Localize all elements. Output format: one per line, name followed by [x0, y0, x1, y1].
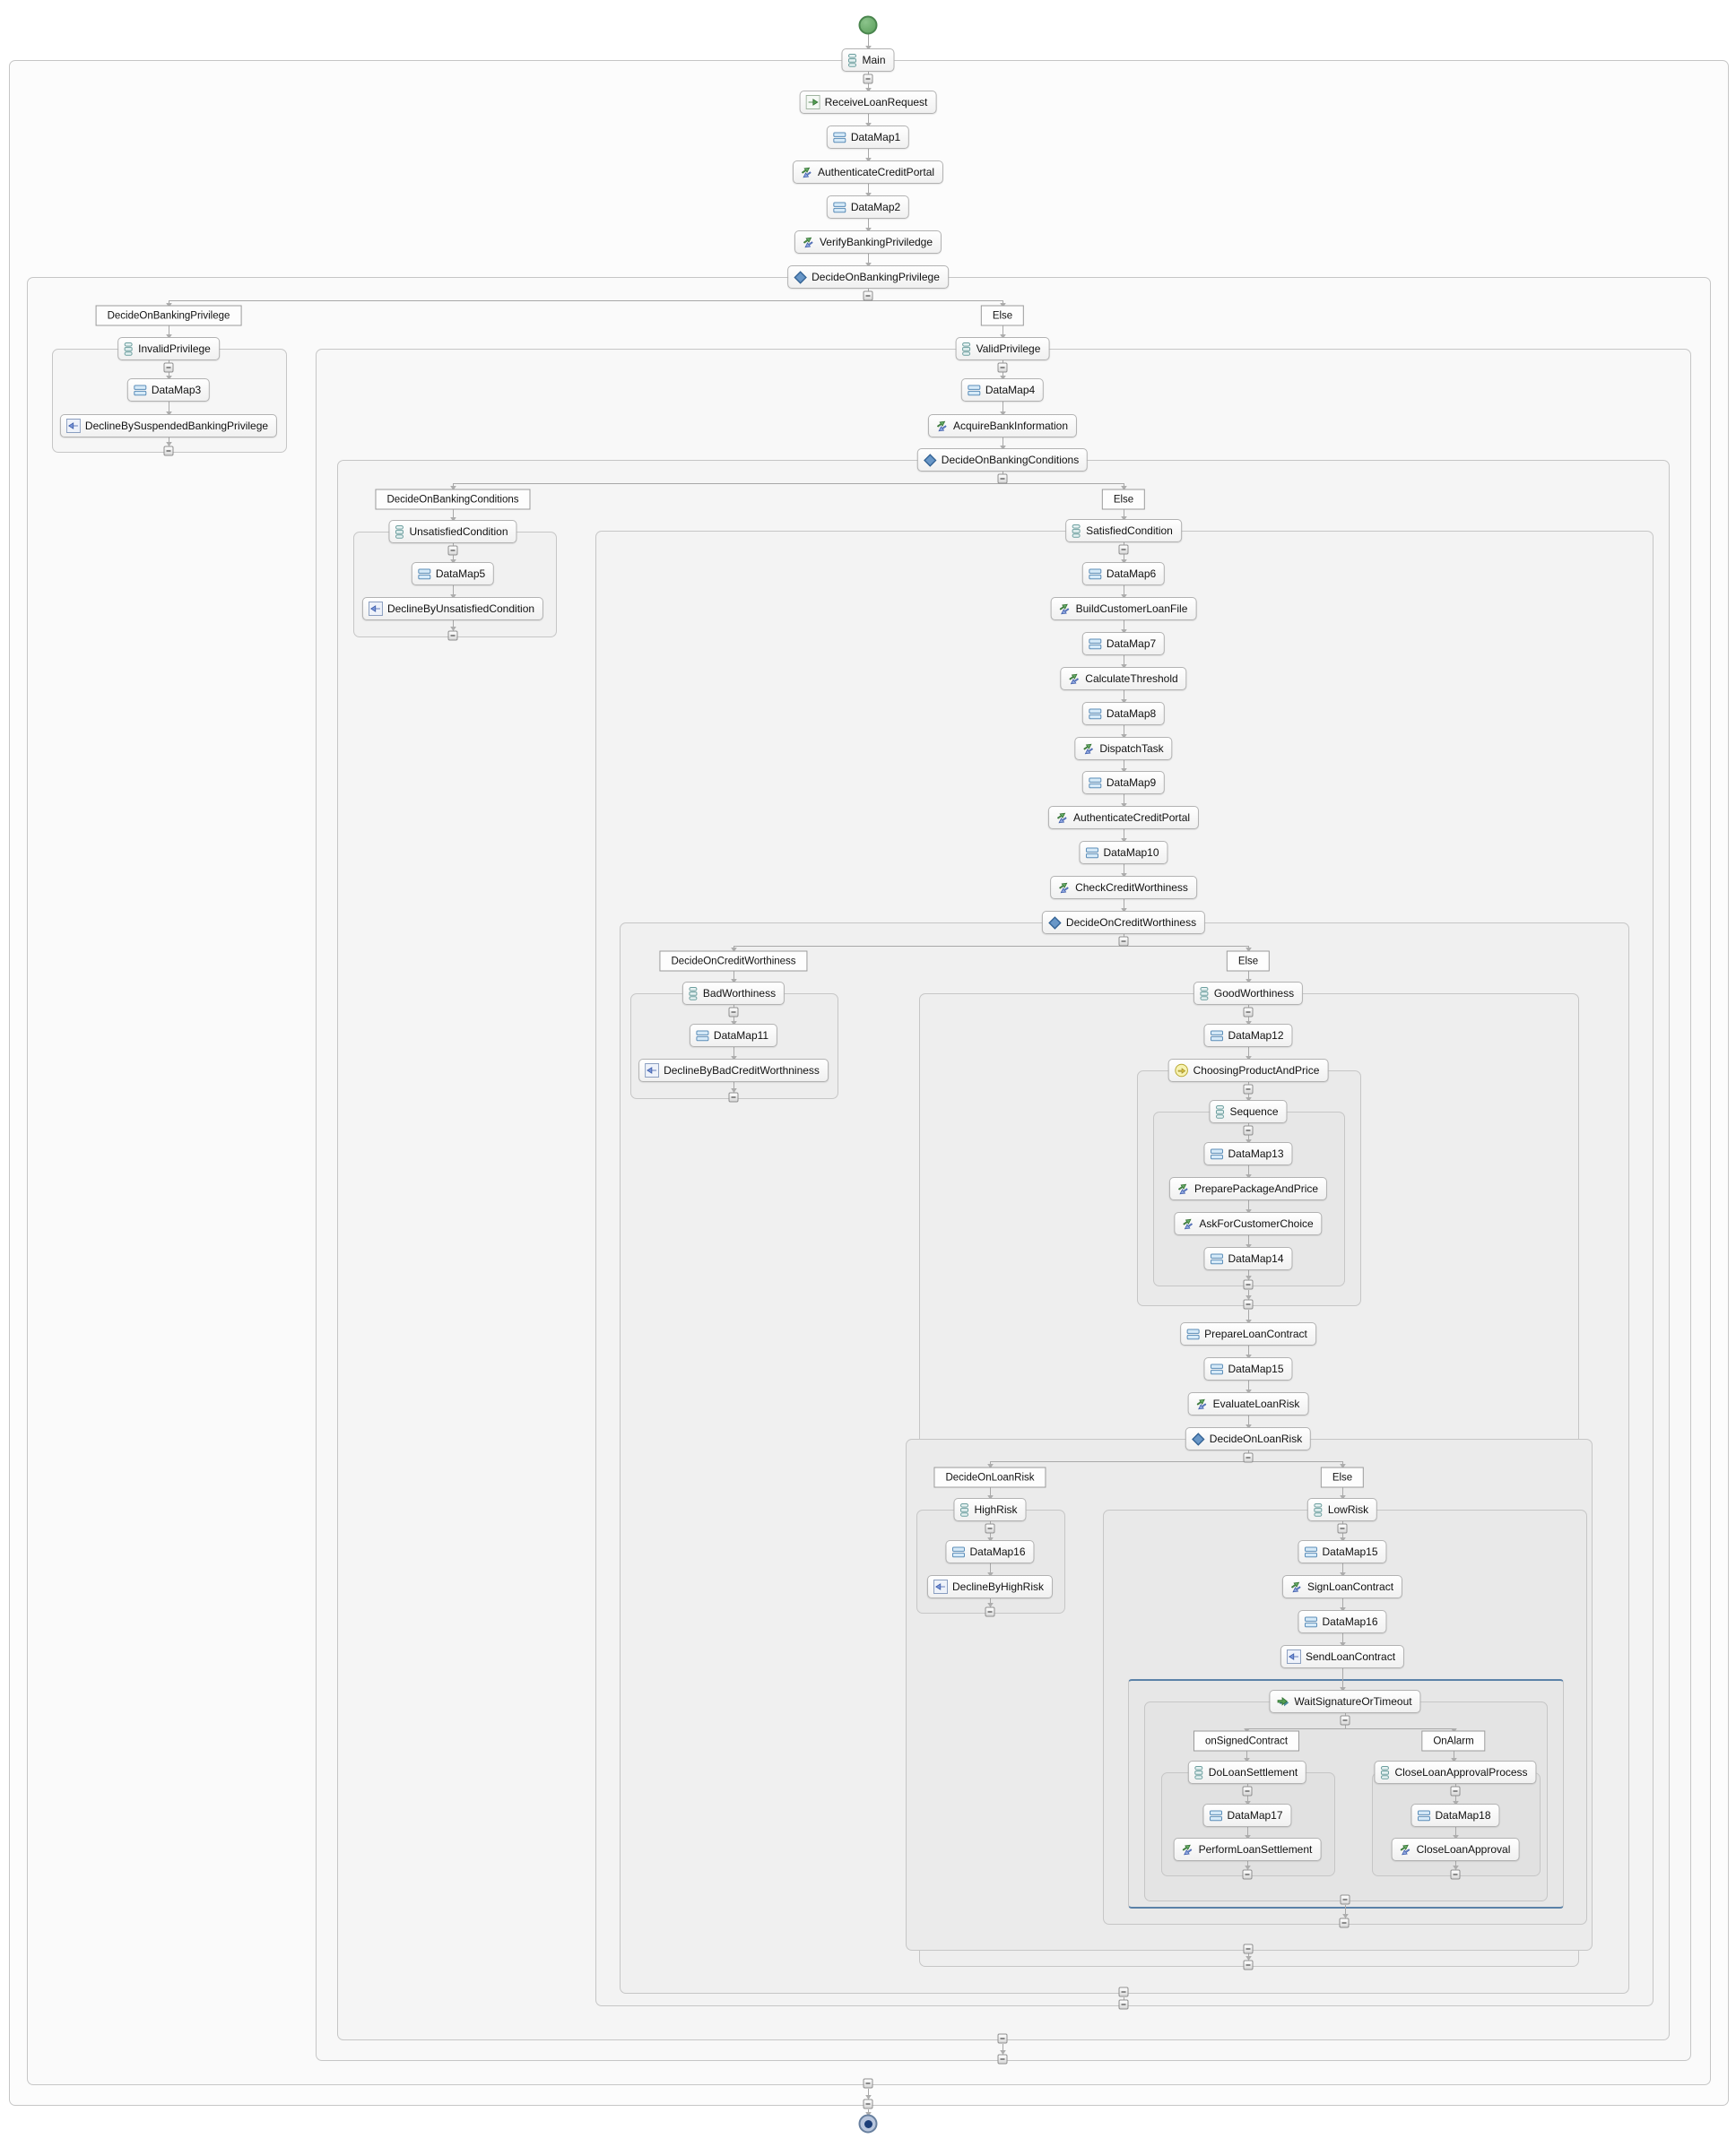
activity-node-unsatisfied-condition[interactable]	[388, 520, 516, 543]
switch-icon	[1192, 1433, 1205, 1446]
start-event-node[interactable]	[859, 16, 878, 35]
activity-node-data-map15[interactable]	[1203, 1357, 1292, 1381]
switch-icon	[924, 454, 937, 467]
collapse-toggle[interactable]	[998, 474, 1008, 484]
activity-node-good-worthiness[interactable]	[1194, 982, 1303, 1005]
reply-icon	[1287, 1649, 1301, 1664]
label: DataMap13	[1228, 1147, 1284, 1160]
activity-node-receive-loan-request[interactable]	[800, 91, 937, 114]
invoke-icon	[799, 165, 813, 179]
datamap-icon	[1417, 1810, 1430, 1822]
activity-node-valid-privilege[interactable]	[956, 337, 1050, 360]
activity-node-evaluate-loan-risk[interactable]	[1188, 1392, 1309, 1416]
sequence-icon	[1072, 524, 1081, 538]
label: Main	[862, 54, 886, 66]
reply-icon	[369, 602, 383, 616]
label: DataMap12	[1228, 1029, 1284, 1042]
sequence-icon	[1314, 1503, 1324, 1517]
datamap-icon	[1089, 638, 1102, 650]
activity-node-data-map15[interactable]	[1298, 1540, 1386, 1563]
label: AuthenticateCreditPortal	[817, 166, 935, 178]
activity-node-data-map1[interactable]	[827, 126, 909, 149]
collapse-toggle[interactable]	[1341, 1895, 1350, 1905]
activity-node-sequence[interactable]	[1209, 1100, 1287, 1123]
collapse-toggle[interactable]	[998, 2055, 1008, 2065]
label: DecideOnLoanRisk	[1209, 1433, 1303, 1445]
label: DataMap4	[985, 384, 1036, 396]
datamap-icon	[1209, 1810, 1222, 1822]
label: Else	[1237, 956, 1259, 966]
label: CloseLoanApproval	[1416, 1843, 1511, 1856]
collapse-toggle[interactable]	[1244, 1453, 1254, 1463]
end-event-node[interactable]	[859, 2115, 878, 2134]
collapse-toggle[interactable]	[164, 363, 174, 373]
collapse-toggle[interactable]	[1451, 1787, 1461, 1797]
label: Else	[992, 310, 1013, 321]
datamap-icon	[1304, 1546, 1317, 1558]
activity-node-data-map5[interactable]	[412, 562, 494, 585]
label: DataMap17	[1227, 1809, 1283, 1822]
datamap-icon	[1089, 708, 1102, 720]
condition-label-else[interactable]	[1102, 489, 1145, 510]
label: WaitSignatureOrTimeout	[1294, 1695, 1412, 1708]
label: DataMap1	[850, 131, 901, 143]
label: AcquireBankInformation	[952, 420, 1069, 432]
activity-node-main[interactable]	[841, 48, 894, 72]
label: DeclineByHighRisk	[951, 1580, 1045, 1593]
activity-node-data-map8[interactable]	[1082, 702, 1165, 725]
label: DataMap14	[1228, 1252, 1284, 1265]
collapse-toggle[interactable]	[864, 74, 873, 84]
activity-node-prepare-loan-contract[interactable]	[1180, 1322, 1316, 1346]
activity-node-high-risk[interactable]	[953, 1498, 1026, 1521]
activity-node-close-loan-approval[interactable]	[1392, 1838, 1520, 1861]
switch-icon	[1048, 916, 1062, 930]
activity-node-data-map7[interactable]	[1082, 632, 1165, 655]
label: DeclineByUnsatisfiedCondition	[386, 602, 535, 615]
invoke-icon	[1081, 741, 1095, 756]
condition-label-decide-on-credit-worthiness[interactable]	[659, 951, 807, 972]
activity-node-data-map16[interactable]	[1298, 1610, 1386, 1633]
activity-node-data-map2[interactable]	[827, 195, 909, 219]
condition-label-decide-on-banking-conditions[interactable]	[375, 489, 530, 510]
collapse-toggle[interactable]	[1243, 1787, 1253, 1797]
datamap-icon	[418, 568, 431, 580]
label: CalculateThreshold	[1085, 672, 1178, 685]
label: SignLoanContract	[1306, 1580, 1394, 1593]
sequence-icon	[1194, 1766, 1204, 1779]
activity-node-acquire-bank-information[interactable]	[928, 414, 1077, 437]
invoke-icon	[801, 235, 815, 249]
collapse-toggle[interactable]	[1244, 1085, 1254, 1095]
activity-node-data-map10[interactable]	[1079, 841, 1167, 864]
collapse-toggle[interactable]	[729, 1093, 739, 1103]
label: DecideOnBankingConditions	[941, 454, 1080, 466]
activity-node-decide-on-credit-worthiness[interactable]	[1042, 911, 1205, 934]
label: DataMap9	[1106, 776, 1157, 789]
collapse-toggle[interactable]	[1119, 937, 1129, 947]
label: ValidPrivilege	[976, 342, 1041, 355]
activity-node-decide-on-banking-privilege[interactable]	[787, 265, 949, 289]
collapse-toggle[interactable]	[1244, 1126, 1254, 1136]
condition-label-else[interactable]	[1321, 1468, 1364, 1488]
collapse-toggle[interactable]	[1119, 1987, 1129, 1997]
label: DeclineByBadCreditWorthniness	[664, 1064, 820, 1077]
label: LowRisk	[1327, 1503, 1369, 1516]
reply-icon	[933, 1580, 948, 1594]
collapse-toggle[interactable]	[1244, 1300, 1254, 1310]
activity-node-invalid-privilege[interactable]	[117, 337, 220, 360]
condition-label-decide-on-loan-risk[interactable]	[933, 1468, 1046, 1488]
label: InvalidPrivilege	[138, 342, 211, 355]
activity-node-prepare-package-and-price[interactable]	[1169, 1177, 1327, 1200]
label: DataMap3	[151, 384, 202, 396]
activity-node-perform-loan-settlement[interactable]	[1174, 1838, 1322, 1861]
label: DataMap7	[1106, 637, 1157, 650]
activity-node-data-map4[interactable]	[961, 378, 1044, 402]
datamap-icon	[1210, 1253, 1223, 1265]
invoke-icon	[1180, 1842, 1194, 1857]
label: onSignedContract	[1204, 1736, 1289, 1746]
datamap-icon	[134, 385, 147, 396]
sequence-icon	[395, 525, 404, 539]
label: Else	[1113, 494, 1134, 505]
collapse-toggle[interactable]	[448, 546, 458, 556]
invoke-icon	[934, 419, 949, 433]
label: HighRisk	[974, 1503, 1018, 1516]
activity-node-calculate-threshold[interactable]	[1060, 667, 1186, 690]
collapse-toggle[interactable]	[998, 363, 1008, 373]
collapse-toggle[interactable]	[164, 446, 174, 456]
collapse-toggle[interactable]	[1244, 1944, 1254, 1954]
sequence-icon	[959, 1503, 969, 1517]
activity-node-decide-on-loan-risk[interactable]	[1185, 1427, 1311, 1450]
label: ChoosingProductAndPrice	[1193, 1064, 1320, 1077]
datamap-icon	[1210, 1364, 1223, 1375]
collapse-toggle[interactable]	[864, 291, 873, 301]
collapse-toggle[interactable]	[998, 2034, 1008, 2044]
label: DispatchTask	[1099, 742, 1164, 755]
label: BadWorthiness	[702, 987, 777, 1000]
activity-node-low-risk[interactable]	[1307, 1498, 1377, 1521]
datamap-icon	[1089, 777, 1102, 789]
switch-icon	[794, 271, 807, 284]
activity-node-data-map6[interactable]	[1082, 562, 1165, 585]
activity-node-decline-by-unsatisfied-condition[interactable]	[362, 597, 543, 620]
sequence-icon	[689, 987, 699, 1000]
collapse-toggle[interactable]	[1451, 1870, 1461, 1880]
label: DecideOnCreditWorthiness	[1065, 916, 1197, 929]
invoke-icon	[1056, 880, 1071, 895]
activity-node-close-loan-approval-process[interactable]	[1374, 1761, 1536, 1784]
activity-node-data-map11[interactable]	[690, 1024, 777, 1047]
activity-node-satisfied-condition[interactable]	[1065, 519, 1182, 542]
collapse-toggle[interactable]	[1243, 1870, 1253, 1880]
activity-node-do-loan-settlement[interactable]	[1188, 1761, 1306, 1784]
label: PreparePackageAndPrice	[1194, 1182, 1319, 1195]
invoke-icon	[1066, 671, 1081, 686]
collapse-toggle[interactable]	[1244, 1008, 1254, 1017]
label: DataMap8	[1106, 707, 1157, 720]
activity-node-send-loan-contract[interactable]	[1280, 1645, 1404, 1668]
condition-label-else[interactable]	[981, 306, 1024, 326]
label: GoodWorthiness	[1213, 987, 1295, 1000]
collapse-toggle[interactable]	[1119, 545, 1129, 555]
label: DataMap16	[1322, 1615, 1378, 1628]
collapse-toggle[interactable]	[985, 1607, 995, 1617]
datamap-icon	[951, 1546, 965, 1558]
label: CheckCreditWorthiness	[1075, 881, 1188, 894]
invoke-icon	[1194, 1397, 1209, 1411]
activity-node-data-map9[interactable]	[1082, 771, 1165, 794]
activity-node-dispatch-task[interactable]	[1074, 737, 1172, 760]
datamap-icon	[833, 202, 846, 213]
reply-icon	[645, 1063, 659, 1078]
label: DataMap11	[713, 1029, 769, 1042]
activity-node-data-map13[interactable]	[1203, 1142, 1292, 1165]
label: ReceiveLoanRequest	[824, 96, 928, 108]
activity-node-data-map18[interactable]	[1410, 1804, 1499, 1827]
datamap-icon	[1186, 1329, 1200, 1340]
activity-node-verify-banking-priviledge[interactable]	[794, 230, 942, 254]
activity-node-choosing-product-and-price[interactable]	[1168, 1059, 1329, 1082]
label: DecideOnBankingPrivilege	[812, 271, 940, 283]
sequence-icon	[847, 54, 857, 67]
collapse-toggle[interactable]	[864, 2100, 873, 2109]
label: AskForCustomerChoice	[1199, 1217, 1314, 1230]
datamap-icon	[1089, 568, 1102, 580]
pick-icon	[1275, 1694, 1289, 1709]
label: DecideOnBankingConditions	[386, 494, 519, 505]
label: CloseLoanApprovalProcess	[1394, 1766, 1528, 1779]
datamap-icon	[833, 132, 846, 143]
label: UnsatisfiedCondition	[409, 525, 508, 538]
reply-icon	[66, 419, 81, 433]
label: DataMap5	[435, 567, 486, 580]
activity-node-decide-on-banking-conditions[interactable]	[917, 448, 1088, 472]
receive-icon	[806, 95, 820, 109]
condition-label-else[interactable]	[1227, 951, 1270, 972]
collapse-toggle[interactable]	[864, 2079, 873, 2089]
label: SendLoanContract	[1305, 1650, 1396, 1663]
label: DataMap15	[1228, 1363, 1284, 1375]
datamap-icon	[1085, 847, 1098, 859]
condition-label-on-signed-contract[interactable]	[1194, 1731, 1299, 1752]
label: BuildCustomerLoanFile	[1075, 602, 1188, 615]
invoke-icon	[1180, 1217, 1194, 1231]
label: Else	[1332, 1472, 1353, 1483]
label: Sequence	[1229, 1105, 1279, 1118]
label: PrepareLoanContract	[1204, 1328, 1307, 1340]
sequence-icon	[124, 342, 134, 356]
collapse-toggle[interactable]	[1244, 1280, 1254, 1290]
label: DeclineBySuspendedBankingPrivilege	[84, 420, 269, 432]
label: DecideOnCreditWorthiness	[671, 956, 796, 966]
activity-node-decline-by-suspended-banking-privilege[interactable]	[60, 414, 277, 437]
label: DataMap10	[1103, 846, 1159, 859]
activity-node-data-map14[interactable]	[1203, 1247, 1292, 1270]
label: DataMap2	[850, 201, 901, 213]
datamap-icon	[1210, 1148, 1223, 1160]
collapse-toggle[interactable]	[729, 1008, 739, 1017]
collapse-toggle[interactable]	[1338, 1524, 1348, 1534]
activity-node-data-map12[interactable]	[1203, 1024, 1292, 1047]
activity-node-data-map17[interactable]	[1202, 1804, 1291, 1827]
activity-node-authenticate-credit-portal[interactable]	[793, 160, 943, 184]
invoke-icon	[1398, 1842, 1412, 1857]
invoke-icon	[1057, 602, 1072, 616]
collapse-toggle[interactable]	[1341, 1716, 1350, 1726]
activity-node-sign-loan-contract[interactable]	[1282, 1575, 1402, 1598]
label: DecideOnLoanRisk	[945, 1472, 1035, 1483]
collapse-toggle[interactable]	[1244, 1961, 1254, 1970]
condition-label-decide-on-banking-privilege[interactable]	[96, 306, 242, 326]
invoke-icon	[1289, 1580, 1303, 1594]
collapse-toggle[interactable]	[1340, 1918, 1350, 1928]
datamap-icon	[968, 385, 981, 396]
sequence-icon	[962, 342, 972, 356]
activity-node-check-credit-worthiness[interactable]	[1050, 876, 1197, 899]
label: DataMap18	[1435, 1809, 1491, 1822]
activity-node-wait-signature-or-timeout[interactable]	[1269, 1690, 1420, 1713]
collapse-toggle[interactable]	[1119, 2000, 1129, 2010]
invoke-icon	[1055, 810, 1069, 825]
label: DecideOnBankingPrivilege	[107, 310, 230, 321]
label: OnAlarm	[1433, 1736, 1474, 1746]
datamap-icon	[1304, 1616, 1317, 1628]
sequence-icon	[1200, 987, 1210, 1000]
activity-node-data-map16[interactable]	[945, 1540, 1034, 1563]
sequence-icon	[1215, 1105, 1225, 1119]
label: PerformLoanSettlement	[1198, 1843, 1313, 1856]
label: EvaluateLoanRisk	[1212, 1398, 1300, 1410]
label: AuthenticateCreditPortal	[1072, 811, 1191, 824]
label: DataMap6	[1106, 567, 1157, 580]
activity-node-build-customer-loan-file[interactable]	[1051, 597, 1197, 620]
while-icon	[1175, 1063, 1189, 1078]
label: DataMap15	[1322, 1546, 1378, 1558]
sequence-icon	[1380, 1766, 1390, 1779]
label: DataMap16	[969, 1546, 1026, 1558]
activity-node-authenticate-credit-portal[interactable]	[1048, 806, 1199, 829]
datamap-icon	[696, 1030, 709, 1042]
activity-node-data-map3[interactable]	[127, 378, 210, 402]
label: DoLoanSettlement	[1208, 1766, 1298, 1779]
activity-node-bad-worthiness[interactable]	[682, 982, 785, 1005]
label: SatisfiedCondition	[1086, 524, 1173, 537]
label: VerifyBankingPriviledge	[819, 236, 933, 248]
invoke-icon	[1176, 1182, 1190, 1196]
condition-label-on-alarm[interactable]	[1421, 1731, 1485, 1752]
collapse-toggle[interactable]	[985, 1524, 995, 1534]
activity-node-decline-by-bad-credit-worthniness[interactable]	[638, 1059, 829, 1082]
activity-node-ask-for-customer-choice[interactable]	[1174, 1212, 1322, 1235]
activity-node-decline-by-high-risk[interactable]	[927, 1575, 1053, 1598]
datamap-icon	[1210, 1030, 1223, 1042]
collapse-toggle[interactable]	[448, 631, 458, 641]
